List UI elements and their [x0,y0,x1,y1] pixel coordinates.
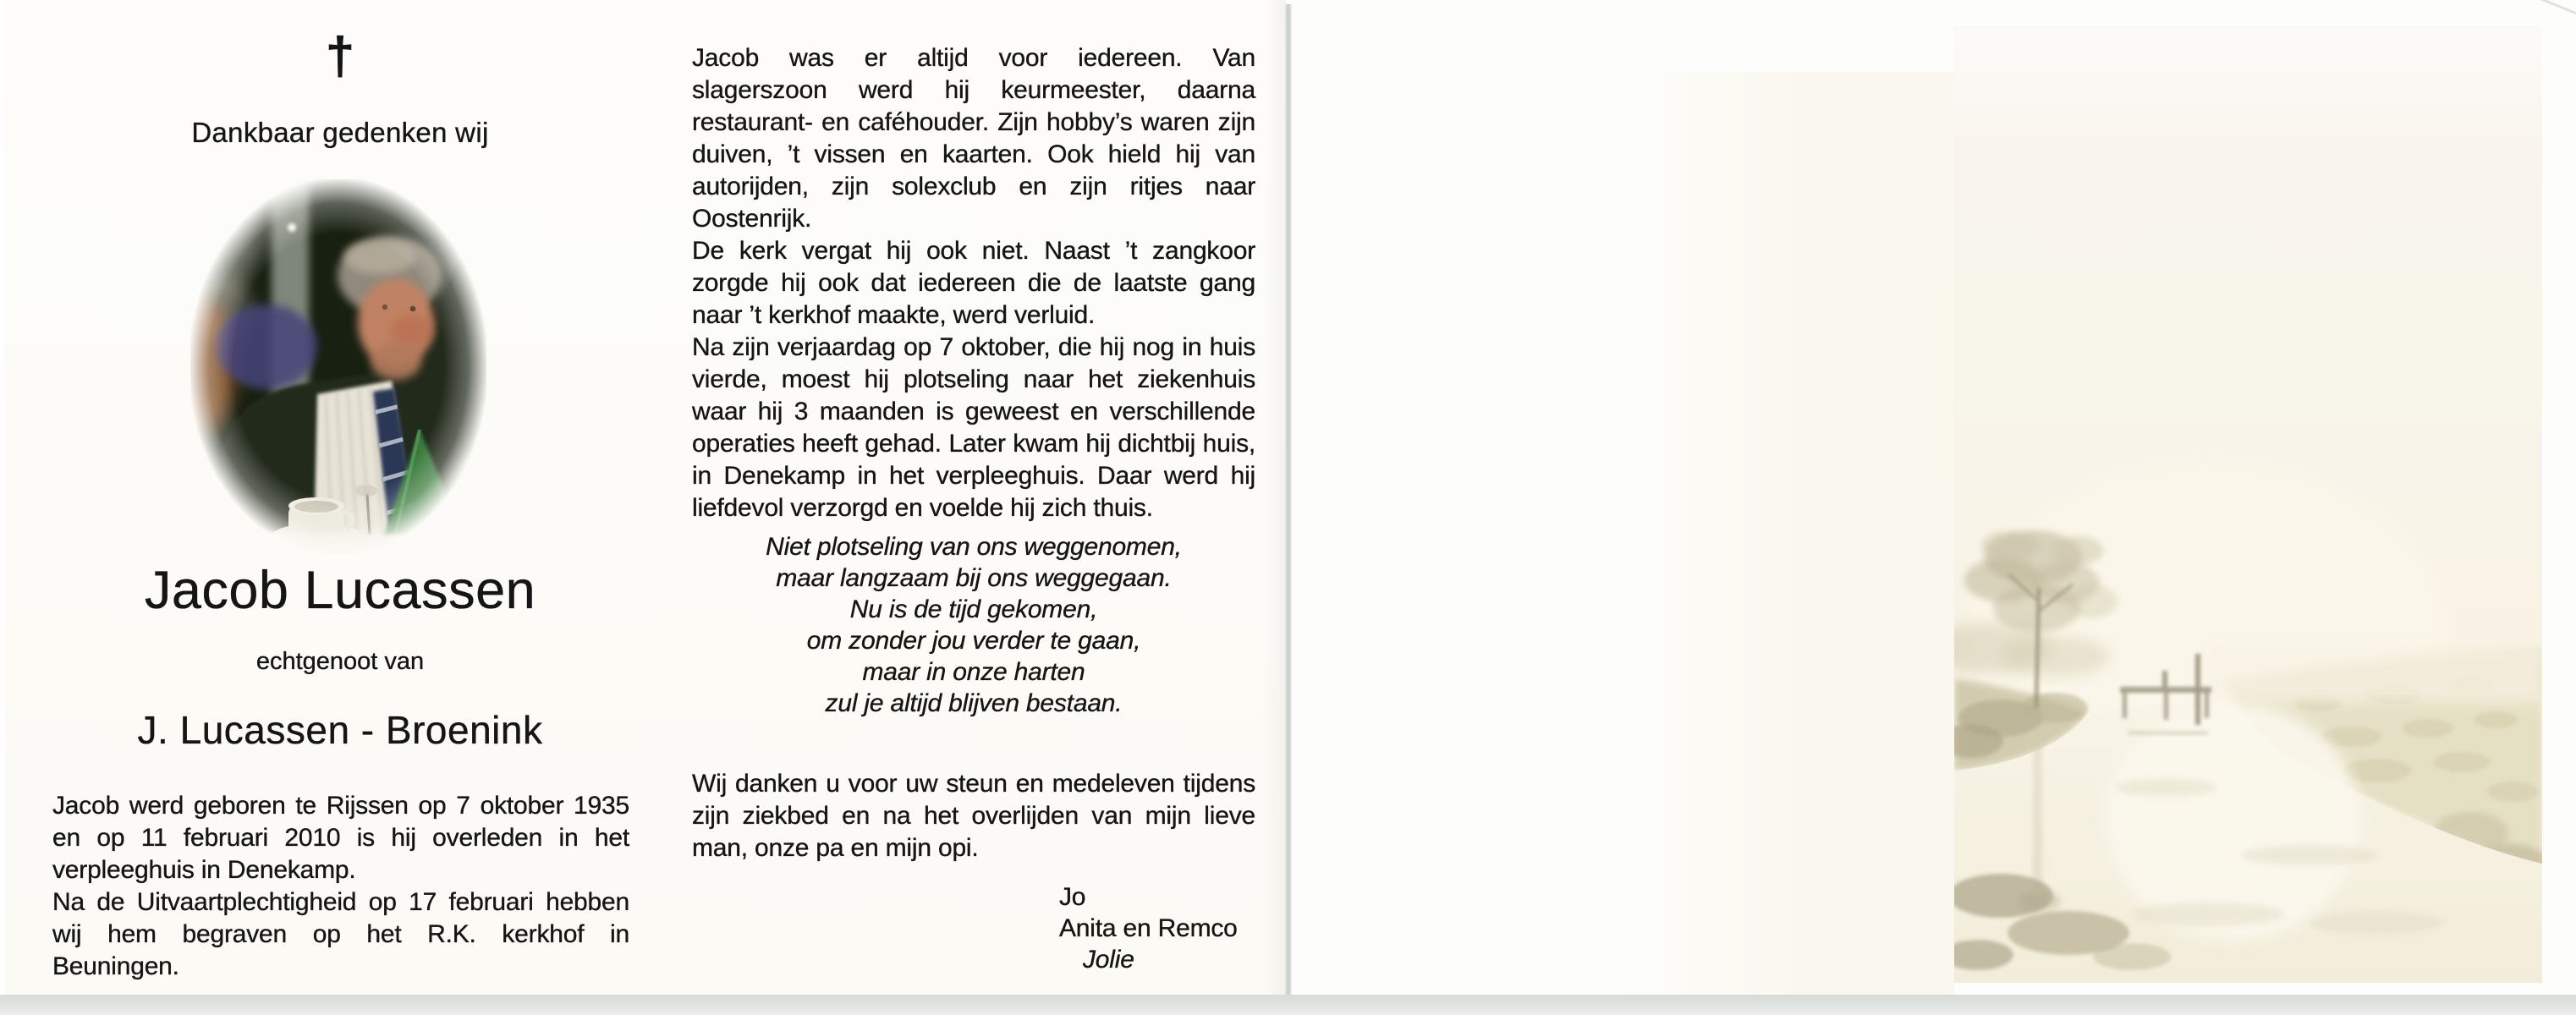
poem-line: Nu is de tijd gekomen, [849,595,1098,623]
signature-jolie: Jolie [1083,946,1134,974]
poem-line: Niet plotseling van ons weggenomen, [766,533,1182,561]
life-story-paragraph: De kerk vergat hij ook niet. Naast ’t zangkoor zorgde hij ook dat iedereen die de laatste gang naar ’t kerkhof maakte, werd verluid. [692,237,1255,329]
acknowledgement-text: Wij danken u voor uw steun en medeleven tijdens zijn ziekbed en na het overlijden van mijn lieve man, onze pa en mijn opi. [692,770,1255,862]
signature-block [1059,881,1238,975]
poem-line: maar langzaam bij ons weggegaan. [776,564,1172,592]
bio-paragraph: Jacob werd geboren te Rijssen op 7 oktober 1935 en op 11 februari 2010 is hij overleden in het verpleeghuis in Denekamp. [52,792,629,884]
bio-text [52,790,629,983]
scan-cream-tint [1612,72,1954,998]
signature-jo: Jo [1059,883,1086,911]
poem-line: maar in onze harten [862,658,1085,686]
signature-anita-remco: Anita en Remco [1059,914,1238,942]
spouse-name: J. Lucassen - Broenink [137,708,543,752]
landscape-photo [1954,26,2542,983]
life-story-paragraph: Na zijn verjaardag op 7 oktober, die hij nog in huis vierde, moest hij plotseling naar het ziekenhuis waar hij 3 maanden is geweest en verschillende operaties heeft gehad. Later kwam hij dichtbij huis, in Denekamp in het verpleeghuis. Daar werd hij liefdevol verzorgd en voelde hij zich thuis. [692,333,1255,522]
deceased-name: Jacob Lucassen [144,561,536,620]
cross-symbol: † [325,27,355,85]
page-fold-edge [1285,4,1292,1001]
life-story-paragraph: Jacob was er altijd voor iedereen. Van slagerszoon werd hij keurmeester, daarna restaurant- en caféhouder. Zijn hobby’s waren zijn duiven, ’t vissen en kaarten. Ook hield hij van autorijden, zijn solexclub en zijn ritjes naar Oostenrijk. [692,44,1255,233]
poem-line: om zonder jou verder te gaan, [806,627,1141,655]
bio-paragraph: Na de Uitvaartplechtigheid op 17 februari hebben wij hem begraven op het R.K. kerkhof in Beuningen. [52,888,629,980]
portrait-photo [190,179,486,553]
page-fold-shadow [1264,0,1286,998]
scan-bottom-edge [0,995,2576,1015]
life-story [692,42,1255,524]
poem-line: zul je altijd blijven bestaan. [825,689,1123,717]
memorial-intro: Dankbaar gedenken wij [191,117,489,148]
relation-label: echtgenoot van [255,648,425,675]
memorial-poem [692,531,1255,719]
